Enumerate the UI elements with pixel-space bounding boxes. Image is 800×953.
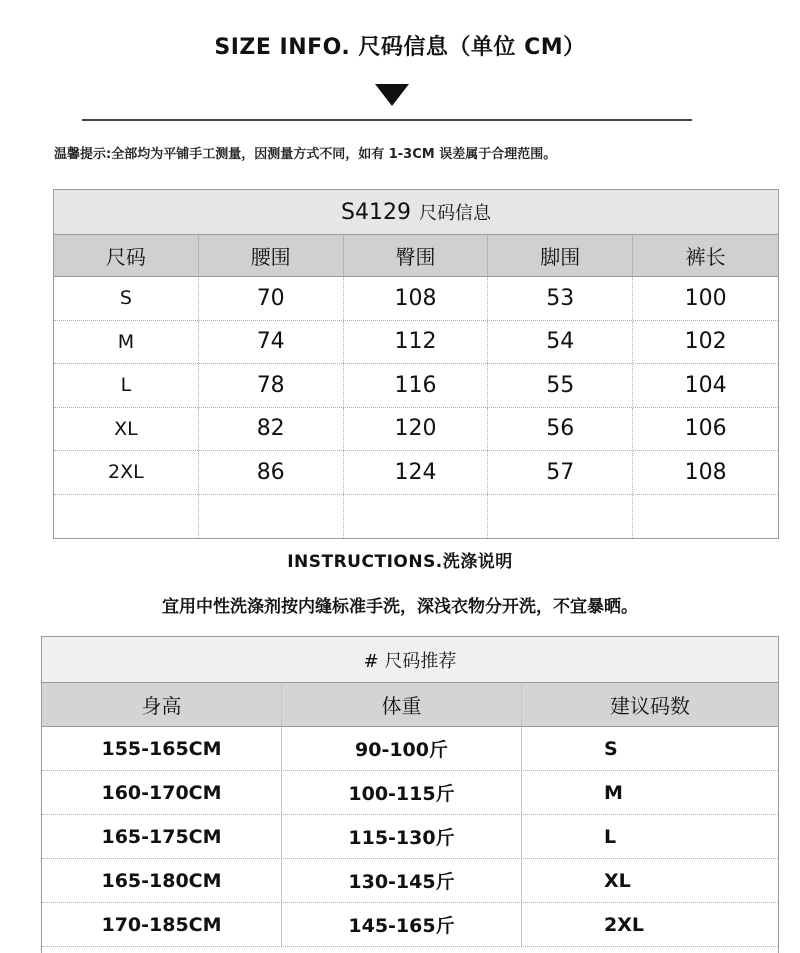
table-row (54, 321, 778, 365)
instructions-text: 宜用中性洗涤剂按内缝标准手洗，深浅衣物分开洗，不宜暴晒。 (162, 597, 638, 617)
header-hip: 臀围 (344, 235, 489, 276)
hip-cell: 124 (344, 451, 489, 494)
length-cell: 100 (684, 285, 727, 311)
height-cell: 155-165CM (42, 727, 282, 770)
size-recommendation-table (41, 636, 779, 953)
weight-cell: 90-100斤 (282, 727, 522, 770)
recommended-size-cell: M (604, 781, 623, 804)
table-row (54, 451, 778, 495)
waist-cell: 86 (199, 451, 344, 494)
hem-cell: 55 (488, 364, 633, 407)
height-cell: 165-175CM (42, 815, 282, 858)
size-table-caption-label: 尺码信息 (418, 203, 491, 224)
header-size: 尺码 (54, 235, 199, 276)
table-row-empty (54, 495, 778, 539)
weight-cell: 145-165斤 (282, 903, 522, 946)
hip-cell: 112 (344, 321, 489, 364)
size-table-header-row (54, 235, 778, 277)
measurement-tip: 温馨提示:全部均为平铺手工测量，因测量方式不同，如有 1-3CM 误差属于合理范围。 (54, 147, 557, 162)
size-cell: S (54, 277, 199, 320)
length-cell: 108 (684, 459, 727, 485)
table-row (54, 364, 778, 408)
size-cell (54, 495, 199, 539)
header-weight: 体重 (282, 683, 522, 726)
hem-cell: 53 (488, 277, 633, 320)
product-code: S4129 (341, 199, 411, 225)
recommend-table-caption: # 尺码推荐 (42, 637, 778, 683)
table-row (42, 815, 778, 859)
length-cell: 104 (684, 372, 727, 398)
header-height: 身高 (42, 683, 282, 726)
hem-cell: 56 (488, 408, 633, 451)
table-row (42, 771, 778, 815)
hip-cell: 108 (344, 277, 489, 320)
header-hem: 脚围 (488, 235, 633, 276)
table-row (42, 859, 778, 903)
header-length: 裤长 (685, 245, 726, 269)
waist-cell: 78 (199, 364, 344, 407)
table-row (42, 903, 778, 947)
down-arrow-icon (375, 84, 409, 106)
hip-cell (344, 495, 489, 539)
header-recommended-size: 建议码数 (610, 694, 690, 718)
hip-cell: 120 (344, 408, 489, 451)
length-cell: 102 (684, 329, 727, 355)
height-cell: 160-170CM (42, 771, 282, 814)
recommended-size-cell: L (604, 825, 617, 848)
waist-cell: 74 (199, 321, 344, 364)
waist-cell: 70 (199, 277, 344, 320)
hem-cell (488, 495, 633, 539)
weight-cell: 100-115斤 (282, 771, 522, 814)
size-cell: M (54, 321, 199, 364)
hem-cell: 57 (488, 451, 633, 494)
weight-cell: 115-130斤 (282, 815, 522, 858)
length-cell (633, 495, 778, 539)
waist-cell (199, 495, 344, 539)
height-cell: 170-185CM (42, 903, 282, 946)
table-row (54, 408, 778, 452)
page-title: SIZE INFO. 尺码信息（单位 CM） (214, 35, 586, 60)
recommended-size-cell: S (604, 737, 618, 760)
size-cell: XL (54, 408, 199, 451)
divider (82, 119, 692, 121)
instructions-title: INSTRUCTIONS.洗涤说明 (287, 552, 513, 572)
size-cell: 2XL (54, 451, 199, 494)
waist-cell: 82 (199, 408, 344, 451)
recommend-header-row (42, 683, 778, 727)
hip-cell: 116 (344, 364, 489, 407)
recommended-size-cell: 2XL (604, 913, 644, 936)
size-table-caption (54, 190, 778, 235)
recommended-size-cell: XL (604, 869, 631, 892)
size-info-table (53, 189, 779, 539)
weight-cell: 130-145斤 (282, 859, 522, 902)
table-row (54, 277, 778, 321)
height-cell: 165-180CM (42, 859, 282, 902)
hem-cell: 54 (488, 321, 633, 364)
length-cell: 106 (684, 416, 727, 442)
size-cell: L (54, 364, 199, 407)
table-row (42, 727, 778, 771)
header-waist: 腰围 (199, 235, 344, 276)
